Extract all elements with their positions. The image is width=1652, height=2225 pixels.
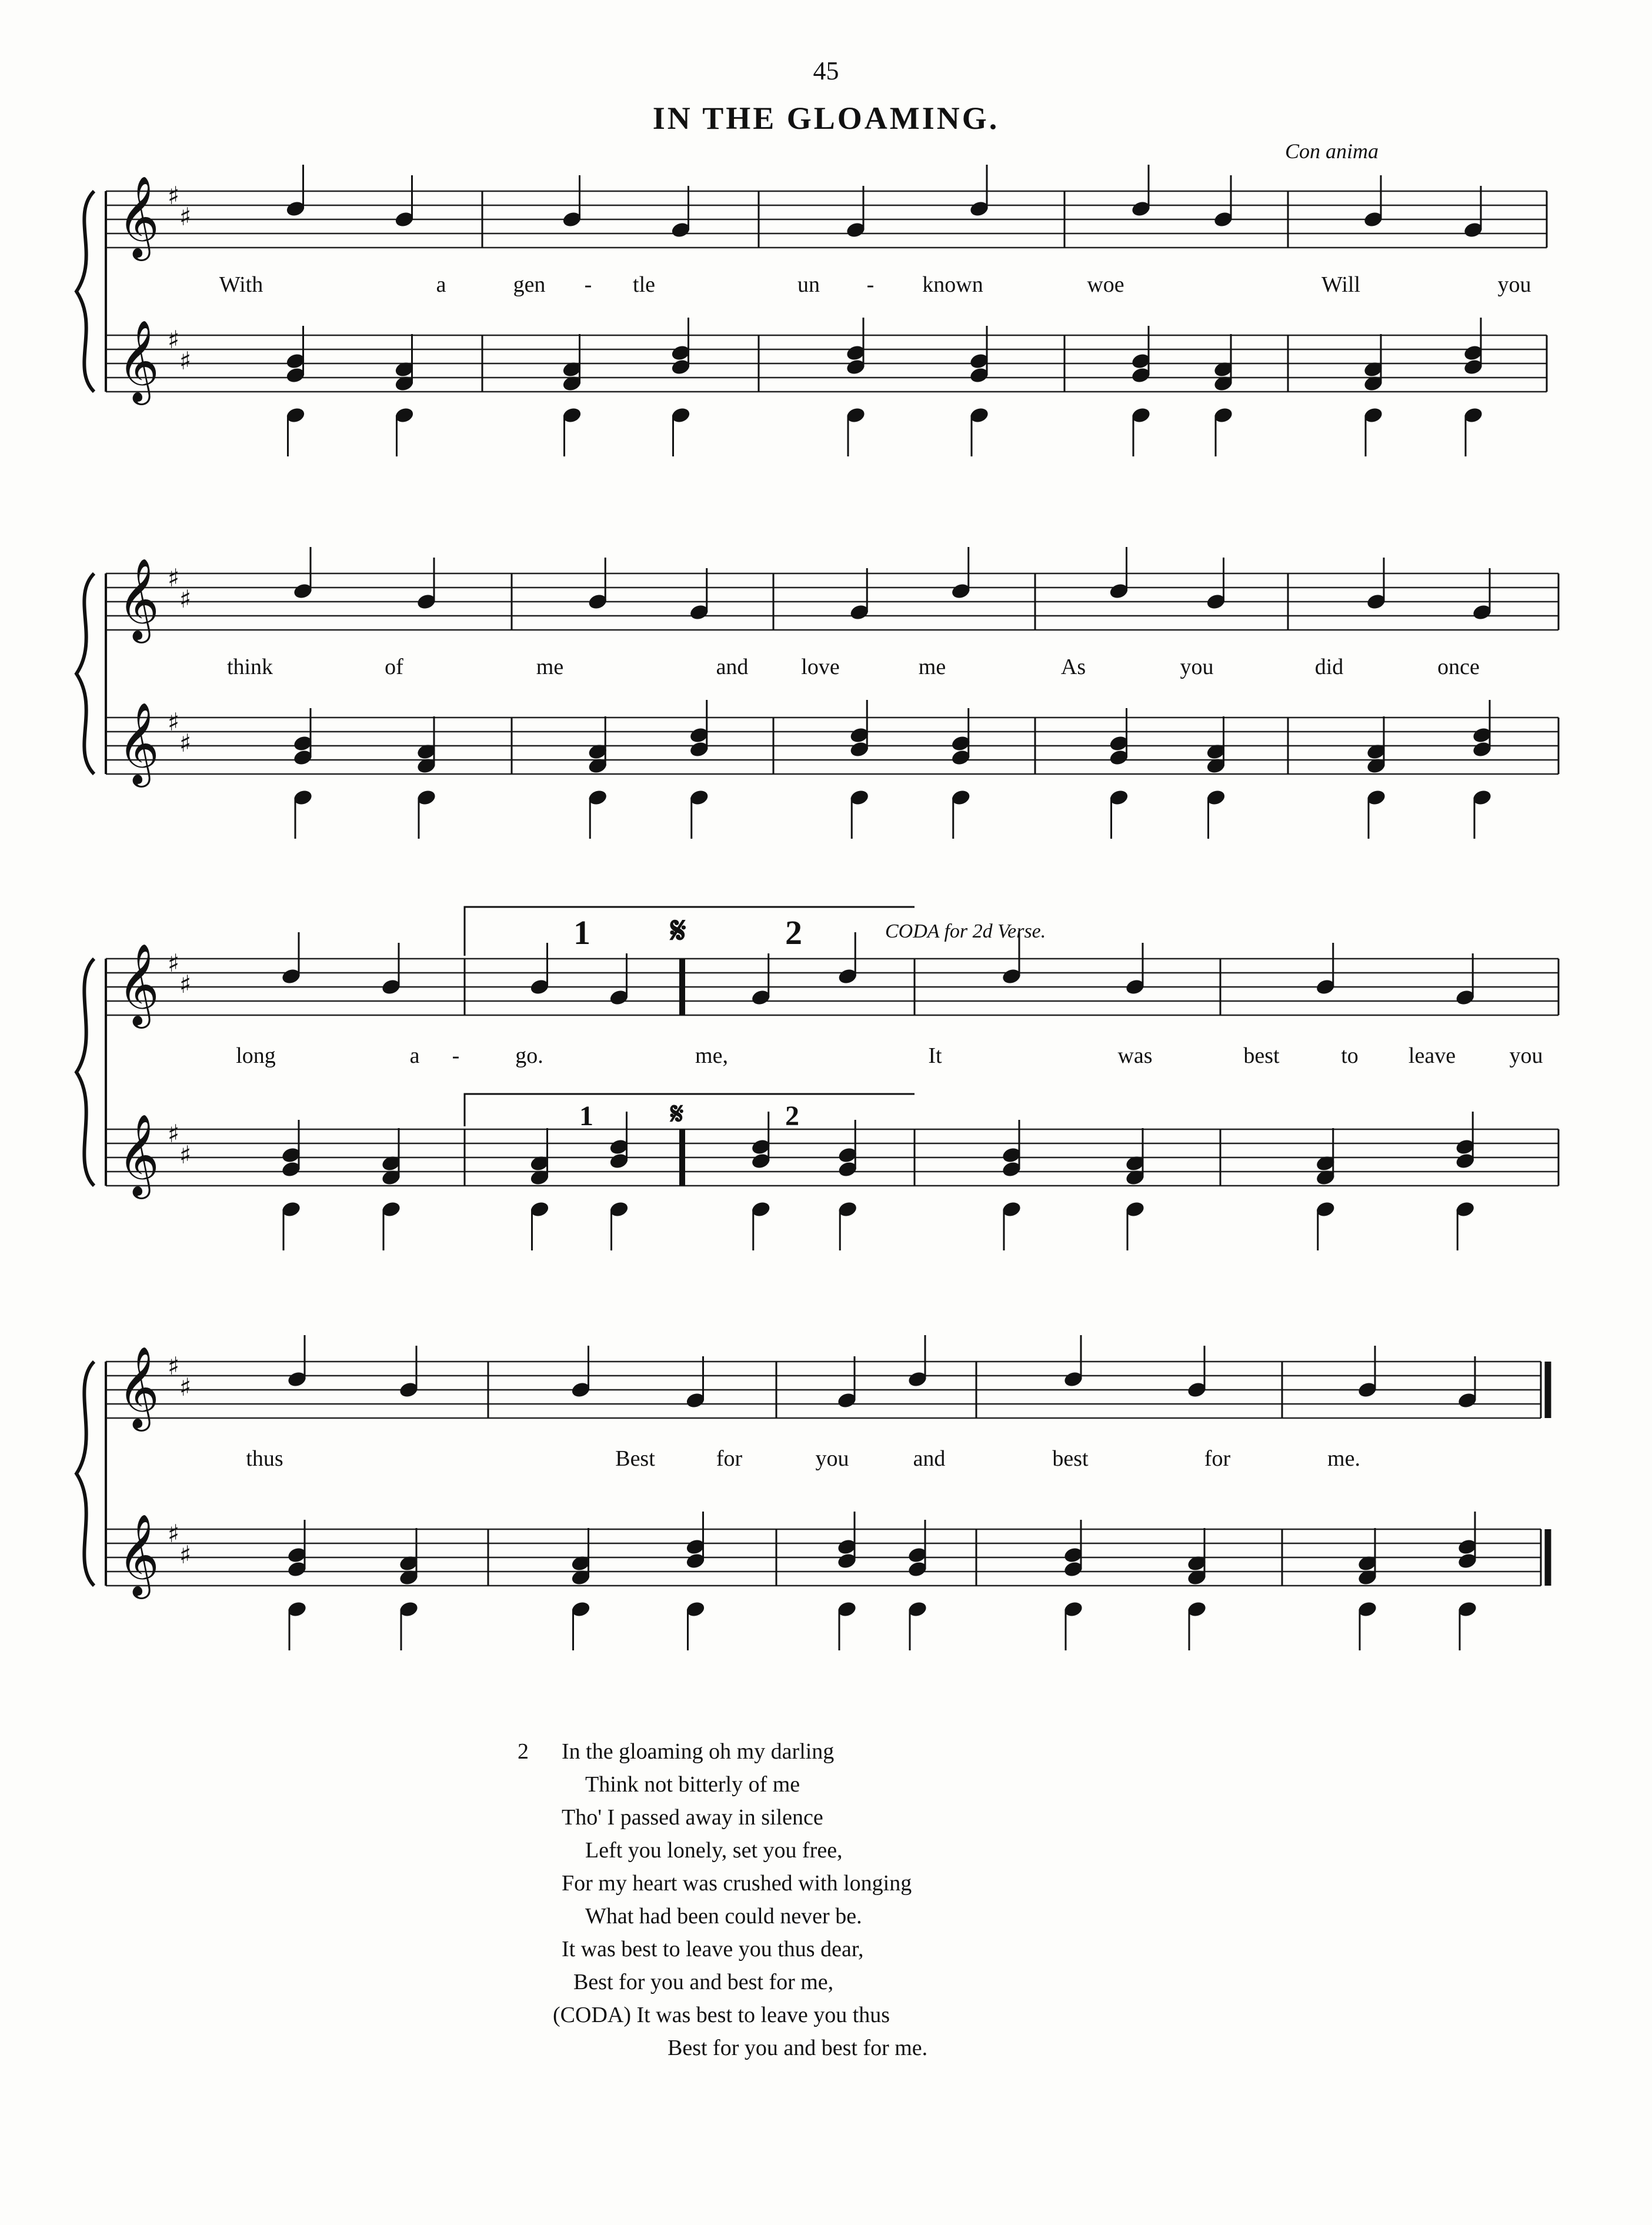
lyric-syllable: you [1180,655,1214,679]
lyric-syllable: you [815,1446,849,1471]
verse-number: 2 [518,1739,529,1764]
page-number: 45 [813,56,839,85]
treble-clef-icon: 𝄞 [118,176,159,258]
lyric-syllable: me. [1327,1446,1360,1471]
volta-bracket [0,900,1652,1265]
lyric-syllable: leave [1408,1043,1456,1068]
verse-line: It was best to leave you thus dear, [562,1937,864,1962]
lyric-syllable: a [409,1043,420,1068]
lyric-syllable: long [236,1043,276,1068]
lyric-syllable: Will [1321,272,1361,297]
treble-clef-icon: 𝄞 [118,1346,159,1428]
lyric-syllable: - [452,1043,460,1068]
verse-line: (CODA) It was best to leave you thus [553,2003,890,2027]
verse-line: Tho' I passed away in silence [562,1805,823,1830]
treble-clef-icon: 𝄞 [118,943,159,1025]
verse-line: Think not bitterly of me [585,1772,800,1797]
lyric-syllable: a [436,272,446,297]
lyric-syllable: me, [695,1043,728,1068]
volta-2-label: 2 [785,1100,799,1132]
lyric-syllable: With [219,272,263,297]
lyric-syllable: love [801,655,840,679]
verse-line: What had been could never be. [585,1904,862,1929]
lyric-syllable: think [226,655,273,679]
sharp-icon: ♯ [179,202,192,231]
treble-clef-icon: 𝄞 [118,320,159,402]
lyric-syllable: go. [515,1043,543,1068]
music-system [0,559,1652,865]
music-staves [0,559,1652,865]
lyric-syllable: best [1243,1043,1280,1068]
lyric-syllable: for [1204,1446,1231,1471]
sharp-icon: ♯ [179,1140,192,1169]
verse-line: Best for you and best for me, [573,1970,834,1994]
lyric-syllable: to [1341,1043,1359,1068]
segno-sign: 𝄋 [670,1098,684,1131]
segno-sign: 𝄋 [670,911,686,951]
treble-clef-icon: 𝄞 [118,1114,159,1196]
verse-text [518,1735,927,2064]
lyric-syllable: gen [513,272,546,297]
music-system [0,900,1652,1265]
song-title: IN THE GLOAMING. [652,101,1000,136]
lyric-syllable: me [536,655,564,679]
sharp-icon: ♯ [168,563,180,592]
lyric-syllable: did [1314,655,1344,679]
sharp-icon: ♯ [179,729,192,758]
lyric-syllable: once [1437,655,1480,679]
lyric-syllable: - [866,272,875,297]
verse-line: In the gloaming oh my darling [562,1739,835,1764]
lyric-syllable: and [913,1446,946,1471]
volta-1-label: 1 [573,913,590,952]
lyric-syllable: It [928,1043,942,1068]
sharp-icon: ♯ [168,949,180,978]
lyric-syllable: Best [615,1446,655,1471]
sharp-icon: ♯ [168,181,180,210]
sharp-icon: ♯ [179,346,192,375]
lyric-syllable: you [1509,1043,1543,1068]
lyric-syllable: As [1060,655,1086,679]
sharp-icon: ♯ [179,1540,192,1569]
sharp-icon: ♯ [168,1519,180,1548]
lyric-syllable: tle [633,272,655,297]
verse-line: Left you lonely, set you free, [585,1838,843,1863]
treble-clef-icon: 𝄞 [118,702,159,784]
volta-1-label: 1 [579,1100,593,1132]
lyric-syllable: woe [1087,272,1124,297]
music-system [0,1312,1652,1664]
coda-label: CODA for 2d Verse. [885,920,1046,942]
lyric-syllable: un [797,272,820,297]
lyric-syllable: known [922,272,983,297]
brace-icon [76,573,94,774]
sharp-icon: ♯ [179,970,192,999]
lyric-syllable: - [584,272,592,297]
lyric-syllable: thus [246,1446,283,1471]
sharp-icon: ♯ [168,1119,180,1148]
lyric-syllable: me [918,655,946,679]
music-system [0,176,1652,482]
sharp-icon: ♯ [179,585,192,613]
lyric-syllable: best [1052,1446,1089,1471]
lyric-syllable: of [385,655,403,679]
volta-2-label: 2 [785,913,802,952]
verse-line: For my heart was crushed with longing [562,1871,912,1896]
sharp-icon: ♯ [179,1373,192,1402]
treble-clef-icon: 𝄞 [118,558,159,640]
lyric-syllable: for [716,1446,743,1471]
lyric-syllable: was [1117,1043,1153,1068]
lyric-syllable: you [1497,272,1531,297]
music-staves [0,176,1652,482]
sharp-icon: ♯ [168,1352,180,1380]
brace-icon [76,1362,94,1586]
treble-clef-icon: 𝄞 [118,1514,159,1596]
sharp-icon: ♯ [168,708,180,736]
tempo-marking: Con anima [1285,139,1379,163]
brace-icon [76,191,94,392]
music-staves [0,1312,1652,1664]
sharp-icon: ♯ [168,325,180,354]
lyric-syllable: and [716,655,749,679]
verse-line: Best for you and best for me. [668,2036,928,2060]
